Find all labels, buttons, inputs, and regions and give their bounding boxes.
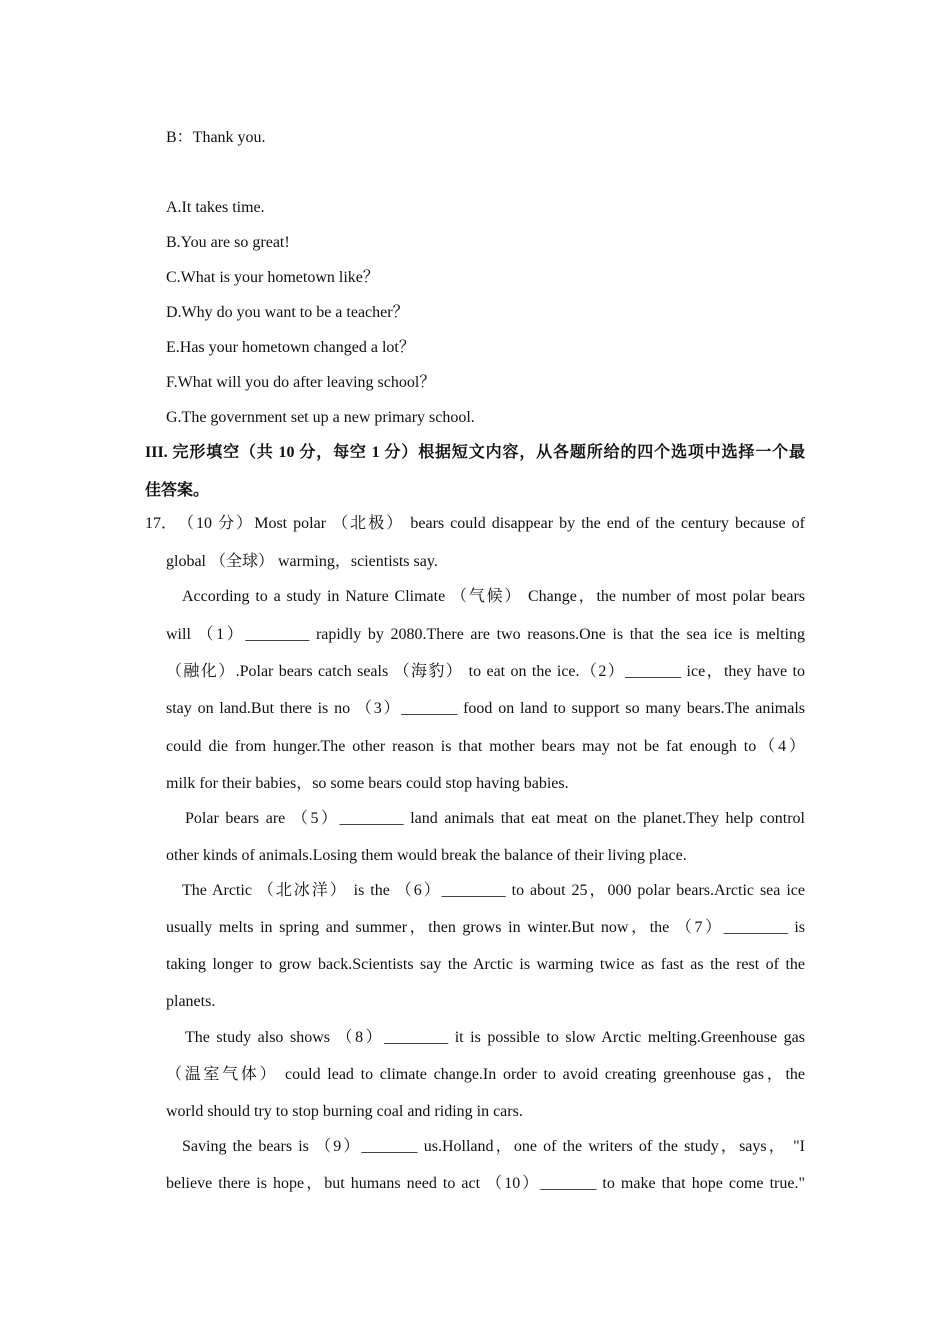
passage-line: The study also shows （8）________ it is possible to slow Arctic melting.Greenhouse gas bbox=[185, 1029, 805, 1046]
question-number: 17． bbox=[145, 515, 178, 532]
option-d: D.Why do you want to be a teacher？ bbox=[166, 304, 409, 321]
section-heading: III. 完形填空（共 10 分，每空 1 分）根据短文内容，从各题所给的四个选项中选择一个最 bbox=[145, 444, 805, 461]
option-f: F.What will you do after leaving school？ bbox=[166, 374, 436, 391]
passage-line: milk for their babies，so some bears could stop having babies. bbox=[166, 775, 569, 792]
passage-line: Polar bears are （5）________ land animals that eat meat on the planet.They help control bbox=[185, 810, 805, 827]
option-c: C.What is your hometown like？ bbox=[166, 269, 379, 286]
passage-line: other kinds of animals.Losing them would break the balance of their living place. bbox=[166, 847, 687, 864]
passage-line: usually melts in spring and summer，then grows in winter.But now，the （7）________ is bbox=[166, 919, 805, 936]
passage-line: believe there is hope，but humans need to act （10）_______ to make that hope come true." bbox=[166, 1175, 805, 1192]
passage-line: planets. bbox=[166, 993, 216, 1010]
passage-line: stay on land.But there is no （3）_______ food on land to support so many bears.The animals bbox=[166, 700, 805, 717]
passage-line: world should try to stop burning coal and riding in cars. bbox=[166, 1103, 523, 1120]
passage-line: could die from hunger.The other reason is that mother bears may not be fat enough to（4） bbox=[166, 738, 805, 755]
question-line-1: （10 分）Most polar （北极） bears could disappear by the end of the century because of bbox=[178, 515, 805, 532]
question-line-2: global （全球） warming，scientists say. bbox=[166, 553, 438, 570]
passage-line: taking longer to grow back.Scientists say the Arctic is warming twice as fast as the rest of the bbox=[166, 956, 805, 973]
option-g: G.The government set up a new primary school. bbox=[166, 409, 475, 426]
dialogue-line: B：Thank you. bbox=[166, 129, 266, 146]
passage-line: （融化）.Polar bears catch seals （海豹） to eat on the ice.（2）_______ ice，they have to bbox=[166, 663, 805, 680]
passage-line: （温室气体） could lead to climate change.In order to avoid creating greenhouse gas，the bbox=[166, 1066, 805, 1083]
option-e: E.Has your hometown changed a lot？ bbox=[166, 339, 415, 356]
passage-line: will （1）________ rapidly by 2080.There are two reasons.One is that the sea ice is melting bbox=[166, 626, 805, 643]
option-a: A.It takes time. bbox=[166, 199, 265, 216]
passage-line: According to a study in Nature Climate （气候） Change，the number of most polar bears bbox=[182, 588, 805, 605]
passage-line: The Arctic （北冰洋） is the （6）________ to about 25，000 polar bears.Arctic sea ice bbox=[182, 882, 805, 899]
section-heading-cont: 佳答案。 bbox=[145, 482, 210, 499]
option-b: B.You are so great! bbox=[166, 234, 290, 251]
passage-line: Saving the bears is （9）_______ us.Holland，one of the writers of the study，says， "I bbox=[182, 1138, 805, 1155]
